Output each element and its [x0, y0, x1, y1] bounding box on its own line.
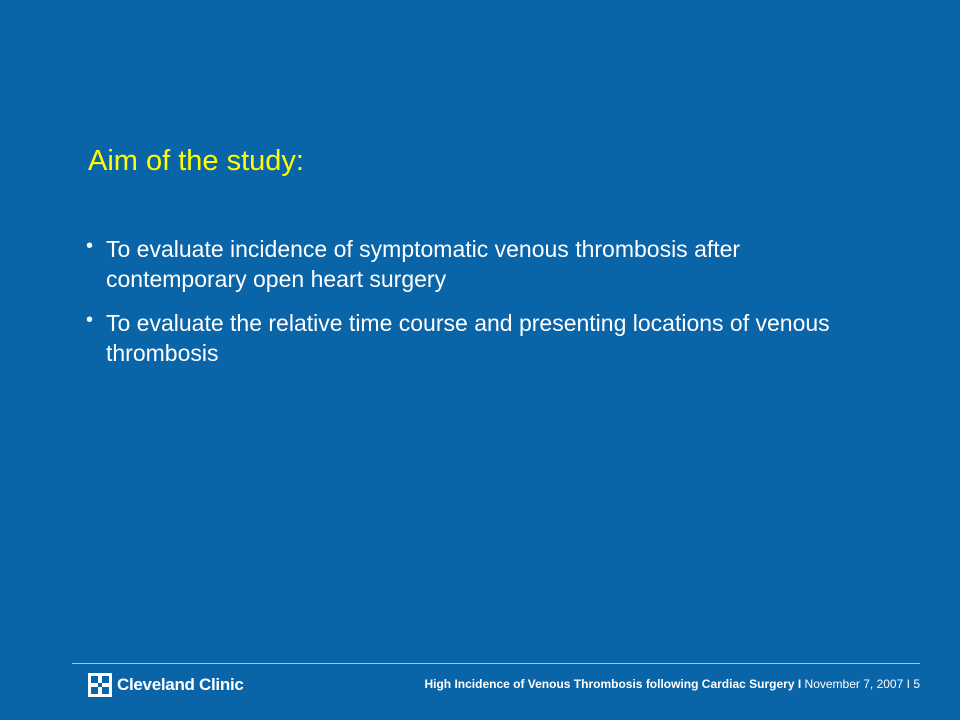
- page-number: 5: [913, 677, 920, 691]
- bullet-dot-icon: •: [86, 235, 94, 257]
- cleveland-clinic-logo: [88, 672, 244, 698]
- footer-separator: I: [797, 677, 802, 691]
- cleveland-clinic-cross-icon: [88, 673, 112, 697]
- bullet-item: [84, 234, 884, 294]
- footer-divider: [72, 663, 920, 664]
- slide-title: Aim of the study:: [88, 145, 304, 177]
- footer-separator: I: [906, 677, 910, 691]
- bullet-text: To evaluate the relative time course and presenting locations of venous thrombosis: [106, 310, 830, 366]
- footer-caption: [424, 677, 920, 691]
- bullet-dot-icon: •: [86, 309, 94, 331]
- presentation-title: High Incidence of Venous Thrombosis following Cardiac Surgery: [424, 677, 795, 691]
- bullet-text: To evaluate incidence of symptomatic venous thrombosis after contemporary open heart surgery: [106, 236, 741, 292]
- presentation-date: November 7, 2007: [804, 677, 904, 691]
- bullet-list: [84, 234, 884, 382]
- logo-wordmark: Cleveland Clinic: [117, 675, 244, 694]
- bullet-item: [84, 308, 884, 368]
